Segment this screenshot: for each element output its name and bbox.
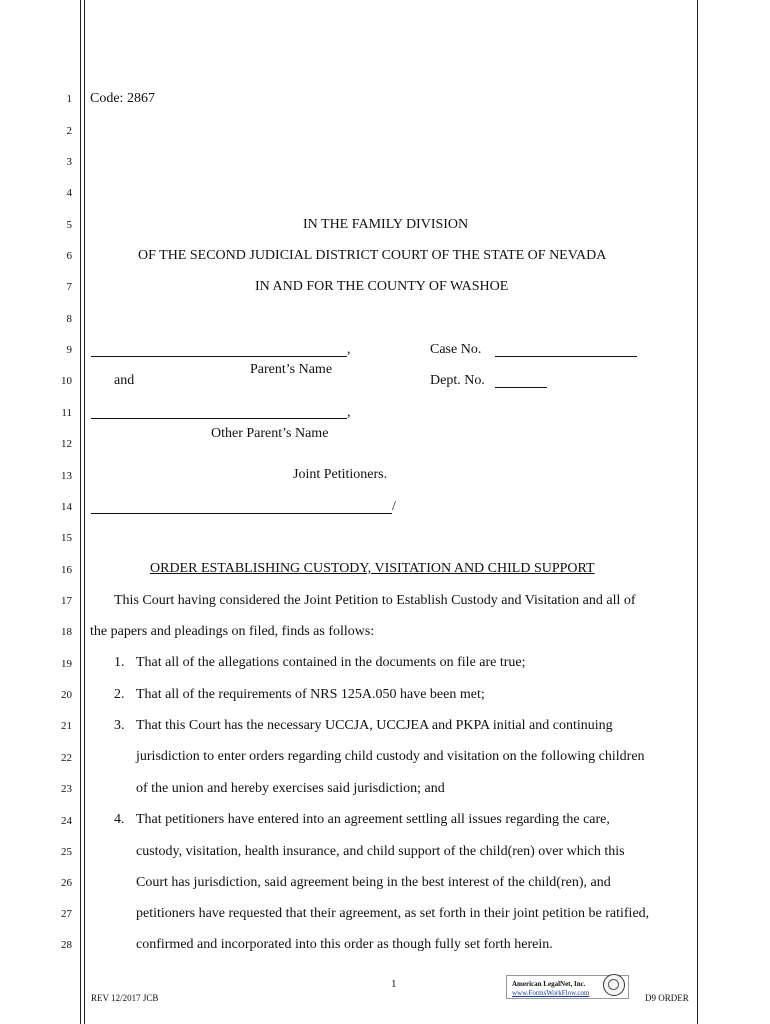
joint-petitioners-label: Joint Petitioners. [293,467,388,482]
page-number: 1 [391,978,397,990]
parent-name-label: Parent’s Name [250,362,333,377]
caption-comma: , [347,405,351,420]
court-division: IN THE FAMILY DIVISION [303,217,469,232]
line-number: 25 [61,846,72,858]
court-county: IN AND FOR THE COUNTY OF WASHOE [255,279,509,294]
right-margin-rule [697,0,698,1024]
line-number: 10 [61,375,72,387]
finding-text: petitioners have requested that their agreement, as set forth in their joint petition be ratified, [136,906,650,921]
dept-number-label: Dept. No. [430,373,485,388]
finding-number: 3. [114,718,125,733]
line-number: 27 [61,908,72,920]
finding-number: 1. [114,655,125,670]
line-number: 8 [66,313,72,325]
case-number-field[interactable] [495,356,637,357]
caption-comma: , [347,342,351,357]
finding-text: Court has jurisdiction, said agreement being in the best interest of the child(ren), and [136,875,611,890]
left-margin-rule-outer [80,0,81,1024]
and-label: and [114,373,135,388]
publisher-link[interactable]: www.FormsWorkFlow.com [512,989,590,997]
line-number: 7 [66,281,72,293]
line-number: 21 [61,720,72,732]
line-number: 24 [61,815,72,827]
form-code: Code: 2867 [90,91,155,106]
caption-slash: / [392,499,396,514]
other-parent-name-label: Other Parent’s Name [211,426,329,441]
line-number: 20 [61,689,72,701]
caption-closing-line [91,513,392,514]
line-number: 15 [61,532,72,544]
finding-number: 2. [114,687,125,702]
court-name: OF THE SECOND JUDICIAL DISTRICT COURT OF THE STATE OF NEVADA [138,248,607,263]
intro-paragraph-line: This Court having considered the Joint Petition to Establish Custody and Visitation and all of [114,593,636,608]
finding-text: jurisdiction to enter orders regarding child custody and visitation on the following children [136,749,645,764]
line-number: 22 [61,752,72,764]
revision-label: REV 12/2017 JCB [91,993,159,1003]
publisher-logo-icon [603,974,625,996]
line-number: 2 [66,125,72,137]
line-number: 6 [66,250,72,262]
finding-text: of the union and hereby exercises said jurisdiction; and [136,781,445,796]
line-number: 28 [61,939,72,951]
line-number: 16 [61,564,72,576]
line-number: 18 [61,626,72,638]
form-id-label: D9 ORDER [645,993,689,1003]
line-number: 1 [66,93,72,105]
line-number: 12 [61,438,72,450]
finding-number: 4. [114,812,125,827]
dept-number-field[interactable] [495,387,547,388]
line-number: 11 [61,407,72,419]
line-number: 4 [66,187,72,199]
finding-text: custody, visitation, health insurance, and child support of the child(ren) over which this [136,844,625,859]
line-number: 26 [61,877,72,889]
finding-text: That this Court has the necessary UCCJA, UCCJEA and PKPA initial and continuing [136,718,613,733]
finding-text: That petitioners have entered into an agreement settling all issues regarding the care, [136,812,610,827]
other-parent-name-blank[interactable] [91,418,347,419]
line-number: 3 [66,156,72,168]
line-number: 23 [61,783,72,795]
case-number-label: Case No. [430,342,482,357]
line-number: 14 [61,501,72,513]
finding-text: That all of the allegations contained in the documents on file are true; [136,655,526,670]
document-title: ORDER ESTABLISHING CUSTODY, VISITATION AND CHILD SUPPORT [150,561,595,576]
publisher-name: American LegalNet, Inc. [512,980,586,988]
intro-paragraph-line: the papers and pleadings on filed, finds as follows: [90,624,375,639]
line-number: 19 [61,658,72,670]
line-number: 17 [61,595,72,607]
finding-text: That all of the requirements of NRS 125A.050 have been met; [136,687,485,702]
line-number: 5 [66,219,72,231]
line-number: 13 [61,470,72,482]
finding-text: confirmed and incorporated into this order as though fully set forth herein. [136,937,553,952]
left-margin-rule-inner [84,0,85,1024]
parent-name-blank[interactable] [91,356,347,357]
line-number: 9 [66,344,72,356]
